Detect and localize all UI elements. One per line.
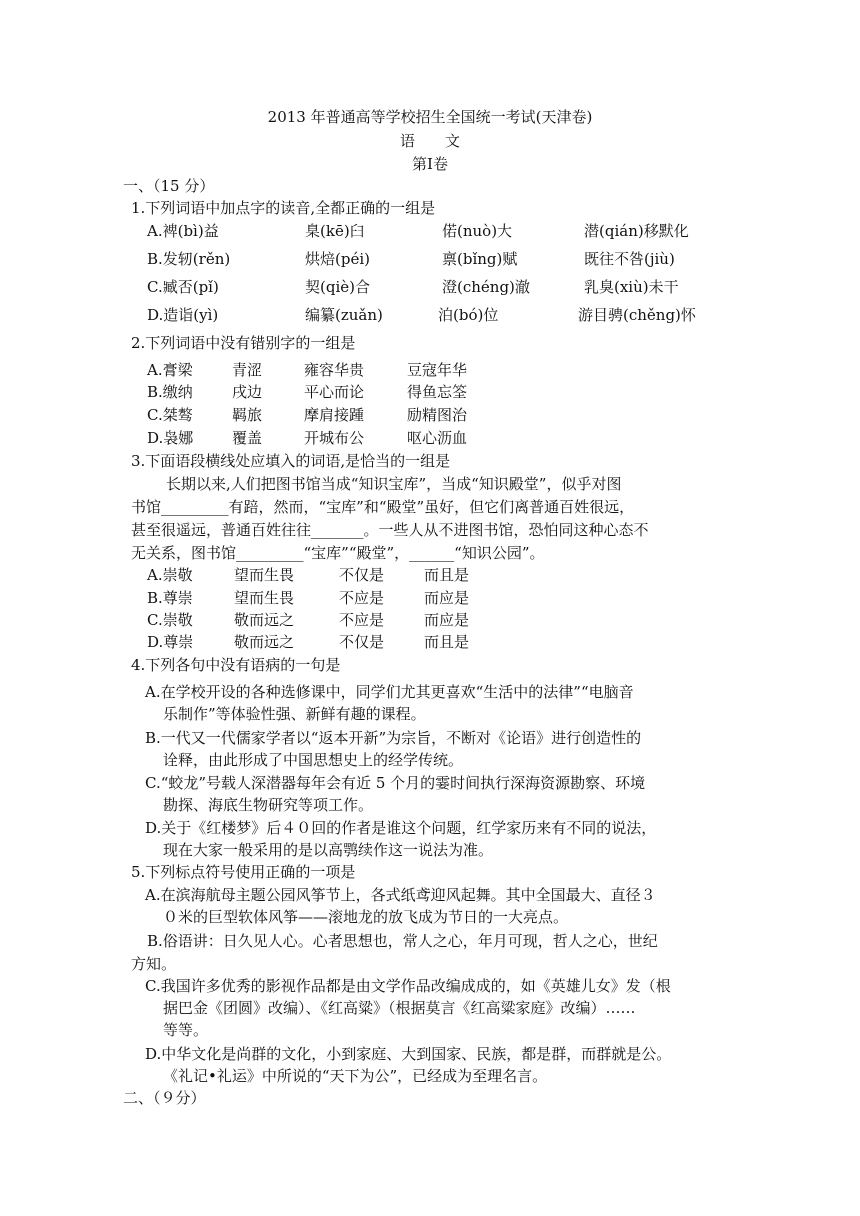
q2-option-row	[147, 404, 747, 426]
q3-cell: 敬而远之	[234, 633, 295, 651]
q5-option-line: 《礼记•礼运》中所说的“天下为公”，已经成为至理名言。	[163, 1067, 548, 1085]
q3-cell: D.尊崇	[147, 633, 194, 651]
q3-cell: 而应是	[424, 611, 470, 629]
q2-option-row	[147, 427, 747, 449]
q5-option-line: ０米的巨型软体风筝——滚地龙的放飞成为节日的一大亮点。	[163, 908, 569, 926]
q2-cell: 开城布公	[304, 429, 365, 447]
q4-option	[145, 727, 730, 771]
q4-option	[145, 817, 730, 861]
q2-cell: 摩肩接踵	[304, 406, 365, 424]
q2-cell: 得鱼忘筌	[407, 383, 468, 401]
q3-cell: A.崇敬	[147, 566, 193, 584]
q3-cell: B.尊崇	[147, 589, 193, 607]
q3-passage-line: 无关系，图书馆_________“宝库”“殿堂”，______“知识公园”。	[131, 544, 545, 562]
q5-option-line: 等等。	[163, 1021, 209, 1039]
q5-option-line: A.在滨海航母主题公园风筝节上，各式纸鸢迎风起舞。其中全国最大、直径３	[145, 886, 656, 904]
q4-option-line: C.“蛟龙”号载人深潜器每年会有近 5 个月的霎时间执行深海资源勘察、环境	[145, 774, 646, 792]
q4-option-line: D.关于《红楼梦》后４０回的作者是谁这个问题，红学家历来有不同的说法，	[145, 819, 657, 837]
q1-cell: 泊(bó)位	[438, 306, 499, 324]
q1-cell: D.造诣(yì)	[147, 306, 219, 324]
q1-option-row	[147, 220, 747, 242]
q3-cell: 而且是	[424, 566, 470, 584]
q1-cell: B.发轫(rěn)	[147, 250, 231, 268]
q1-cell: 禀(bǐng)赋	[442, 250, 518, 268]
q3-cell: 敬而远之	[234, 611, 295, 629]
exam-title: 2013 年普通高等学校招生全国统一考试(天津卷)	[267, 108, 593, 126]
q1-cell: 编纂(zuǎn)	[305, 306, 383, 324]
q1-option-row	[147, 304, 747, 326]
q4-option-line: 乐制作”等体验性强、新鲜有趣的课程。	[163, 705, 426, 723]
q2-cell: 戌边	[232, 383, 263, 401]
question-1-stem: 1.下列词语中加点字的读音,全都正确的一组是	[131, 199, 436, 217]
q5-option-c	[145, 975, 730, 1041]
q2-cell: 覆盖	[232, 429, 263, 447]
q1-cell: 乳臭(xiù)未干	[584, 278, 679, 296]
q3-cell: 不仅是	[339, 633, 385, 651]
q5-option-line: C.我国许多优秀的影视作品都是由文学作品改编成成的，如《英雄儿女》发（根	[145, 977, 671, 995]
q1-cell: 潜(qián)移默化	[584, 222, 689, 240]
q3-option-row	[147, 631, 747, 653]
q2-cell: 豆寇年华	[407, 361, 468, 379]
q3-cell: 而应是	[424, 589, 470, 607]
question-4-stem: 4.下列各句中没有语病的一句是	[131, 656, 341, 674]
q3-cell: 望而生畏	[234, 566, 295, 584]
q2-cell: A.膏梁	[147, 361, 193, 379]
q3-option-row	[147, 564, 747, 586]
q1-cell: 游目骋(chěng)怀	[578, 306, 696, 324]
q1-cell: 烘焙(péi)	[305, 250, 370, 268]
section-1-header: 一、（15 分）	[123, 177, 215, 195]
q3-cell: 而且是	[424, 633, 470, 651]
q2-cell: 励精图治	[407, 406, 468, 424]
q4-option-line: 现在大家一般采用的是以高鹗续作这一说法为准。	[163, 841, 494, 859]
volume-title: 第Ⅰ卷	[412, 155, 448, 173]
q1-cell: 偌(nuò)大	[442, 222, 513, 240]
q1-cell: A.裨(bì)益	[147, 222, 219, 240]
q3-passage-line: 长期以来,人们把图书馆当成“知识宝库”，当成“知识殿堂”，似乎对图	[166, 475, 622, 493]
q3-cell: 不应是	[339, 611, 385, 629]
q3-cell: C.崇敬	[147, 611, 193, 629]
q5-option-line: D.中华文化是尚群的文化，小到家庭、大到国家、民族，都是群，而群就是公。	[145, 1045, 672, 1063]
question-2-stem: 2.下列词语中没有错别字的一组是	[131, 334, 356, 352]
q1-cell: 契(qiè)合	[305, 278, 370, 296]
q2-cell: 平心而论	[304, 383, 365, 401]
q4-option-line: B.一代又一代儒家学者以“返本开新”为宗旨，不断对《论语》进行创造性的	[145, 729, 642, 747]
q3-passage-line: 甚至很遥远，普通百姓往往_______。一些人从不进图书馆，恐怕同这种心态不	[131, 521, 649, 539]
q2-cell: D.袅娜	[147, 429, 194, 447]
q1-cell: 澄(chéng)澈	[442, 278, 530, 296]
q1-cell: C.臧否(pǐ)	[147, 278, 219, 296]
q2-option-row	[147, 381, 747, 403]
q1-option-row	[147, 276, 747, 298]
q1-cell: 臬(kē)臼	[305, 222, 365, 240]
subject-title: 语 文	[399, 132, 460, 150]
q2-cell: 雍容华贵	[304, 361, 365, 379]
question-3-stem: 3.下面语段横线处应填入的词语,是恰当的一组是	[131, 452, 451, 470]
q5-option-line: 据巴金《团圆》改编）、《红高粱》（根据莫言《红高粱家庭》改编）……	[163, 999, 636, 1017]
section-2-header: 二、（９分）	[123, 1089, 206, 1107]
q4-option-line: A.在学校开设的各种选修课中，同学们尤其更喜欢“生活中的法律”“电脑音	[145, 683, 634, 701]
q1-option-row	[147, 248, 747, 270]
q2-option-row	[147, 359, 747, 381]
q4-option	[145, 772, 730, 816]
q2-cell: 羁旅	[232, 406, 263, 424]
q3-option-row	[147, 609, 747, 631]
q3-cell: 不应是	[339, 589, 385, 607]
q4-option-line: 勘探、海底生物研究等项工作。	[163, 796, 374, 814]
q3-option-row	[147, 587, 747, 609]
q5-option-a	[145, 884, 730, 928]
q5-option-b-line-1: B.俗语讲：日久见人心。心者思想也，常人之心，年月可现，哲人之心，世纪	[147, 932, 658, 950]
q2-cell: B.缴纳	[147, 383, 193, 401]
q2-cell: C.桀骜	[147, 406, 193, 424]
q2-cell: 呕心沥血	[407, 429, 468, 447]
q3-passage-line: 书馆_________有踣，然而，“宝库”和“殿堂”虽好，但它们离普通百姓很远，	[131, 498, 635, 516]
q1-cell: 既往不咎(jiù)	[584, 250, 675, 268]
q3-cell: 望而生畏	[234, 589, 295, 607]
q4-option	[145, 681, 730, 725]
q5-option-b-line-2: 方知。	[131, 955, 177, 973]
q3-cell: 不仅是	[339, 566, 385, 584]
question-5-stem: 5.下列标点符号使用正确的一项是	[131, 863, 356, 881]
q2-cell: 青涩	[232, 361, 263, 379]
q5-option-d	[145, 1043, 730, 1087]
q4-option-line: 诠释，由此形成了中国思想史上的经学传统。	[163, 751, 464, 769]
